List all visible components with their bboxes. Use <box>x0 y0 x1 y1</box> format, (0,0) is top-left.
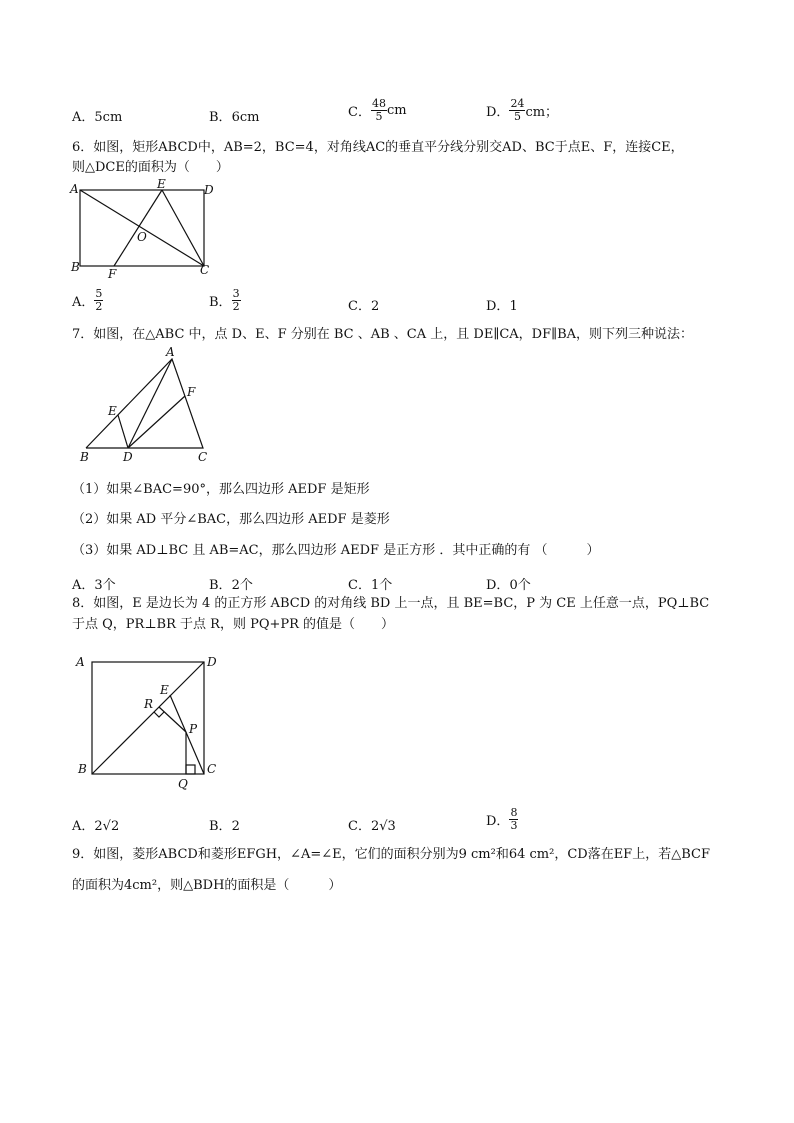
q6-segment-ef <box>114 190 162 266</box>
q7-label-f: F <box>187 385 196 399</box>
q5-option-b: B．6cm <box>209 110 260 125</box>
q7-segment-df <box>128 396 185 448</box>
q6-stem-line2: 则△DCE的面积为（ ） <box>72 160 229 175</box>
q6-figure <box>66 178 226 280</box>
q5-option-d: D． $\frac{24}{5}$ cm； <box>486 97 559 123</box>
q7-stem-line1: 7．如图，在△ABC 中，点 D、E、F 分别在 BC 、AB 、CA 上，且 DE∥CA，DF∥BA，则下列三种说法： <box>72 327 694 342</box>
q8-label-r: R <box>144 697 154 711</box>
q8-label-a: A <box>76 655 85 669</box>
q6-label-b: B <box>71 260 80 274</box>
q8-label-c: C <box>207 762 217 776</box>
q8-right-angle-q <box>186 765 195 774</box>
q7-option-a: A．3个 <box>72 578 116 593</box>
q5-option-a: A．5cm <box>72 110 123 125</box>
q8-stem-line1: 8．如图，E 是边长为 4 的正方形 ABCD 的对角线 BD 上一点，且 BE=BC，P 为 CE 上任意一点，PQ⊥BC <box>72 596 710 611</box>
q8-option-d: D． $\frac{8}{3}$ <box>486 806 518 832</box>
q8-right-angle-r <box>154 712 164 717</box>
q8-diagonal-bd <box>92 662 204 774</box>
q7-figure <box>76 344 226 466</box>
q6-label-f: F <box>108 267 117 280</box>
q6-label-d: D <box>204 183 214 197</box>
q8-label-d: D <box>207 655 217 669</box>
q9-stem-line2: 的面积为4cm²，则△BDH的面积是（ ） <box>72 878 342 893</box>
q8-figure <box>70 650 230 792</box>
q7-option-d: D．0个 <box>486 578 531 593</box>
q6-label-o: O <box>137 230 147 244</box>
q6-label-a: A <box>70 182 79 196</box>
q8-stem-line2: 于点 Q，PR⊥BR 于点 R，则 PQ+PR 的值是（ ） <box>72 617 395 632</box>
q7-label-a: A <box>166 345 175 359</box>
q8-segment-pr <box>159 707 186 732</box>
q8-label-q: Q <box>178 777 188 791</box>
q6-segment-ce <box>162 190 204 266</box>
q7-statement-2: （2）如果 AD 平分∠BAC，那么四边形 AEDF 是菱形 <box>72 512 390 527</box>
q7-segment-ad <box>128 359 172 448</box>
q7-label-b: B <box>80 450 89 464</box>
q7-statement-3: （3）如果 AD⊥BC 且 AB=AC，那么四边形 AEDF 是正方形 ．其中正确的有 （ ） <box>72 543 600 558</box>
q6-option-c: C．2 <box>348 299 380 314</box>
q8-option-b: B．2 <box>209 819 240 834</box>
q9-stem-line1: 9．如图，菱形ABCD和菱形EFGH，∠A=∠E，它们的面积分别为9 cm²和64 cm²，CD落在EF上，若△BCF <box>72 847 710 862</box>
q8-label-p: P <box>189 722 198 736</box>
q7-option-b: B．2个 <box>209 578 253 593</box>
q7-segment-de <box>118 415 128 448</box>
q8-label-e: E <box>160 683 169 697</box>
q5-option-c: C． $\frac{48}{5}$ cm <box>348 97 407 123</box>
q8-segment-ce <box>170 695 204 774</box>
q6-option-a: A． $\frac{5}{2}$ <box>72 287 103 313</box>
q7-label-d: D <box>123 450 133 464</box>
q7-statement-1: （1）如果∠BAC=90°，那么四边形 AEDF 是矩形 <box>72 482 370 497</box>
q7-label-e: E <box>108 404 117 418</box>
q6-label-c: C <box>200 263 210 277</box>
q7-label-c: C <box>198 450 208 464</box>
q8-label-b: B <box>78 762 87 776</box>
q6-diagonal-ac <box>80 190 204 266</box>
q8-option-a: A．2√2 <box>72 819 120 834</box>
q6-stem-line1: 6．如图，矩形ABCD中，AB=2，BC=4，对角线AC的垂直平分线分别交AD、BC于点E、F，连接CE， <box>72 140 684 155</box>
q6-option-b: B． $\frac{3}{2}$ <box>209 287 240 313</box>
q6-option-d: D．1 <box>486 299 518 314</box>
q8-option-c: C．2√3 <box>348 819 396 834</box>
q7-option-c: C．1个 <box>348 578 393 593</box>
q7-triangle <box>86 359 203 448</box>
q6-label-e: E <box>157 178 166 191</box>
